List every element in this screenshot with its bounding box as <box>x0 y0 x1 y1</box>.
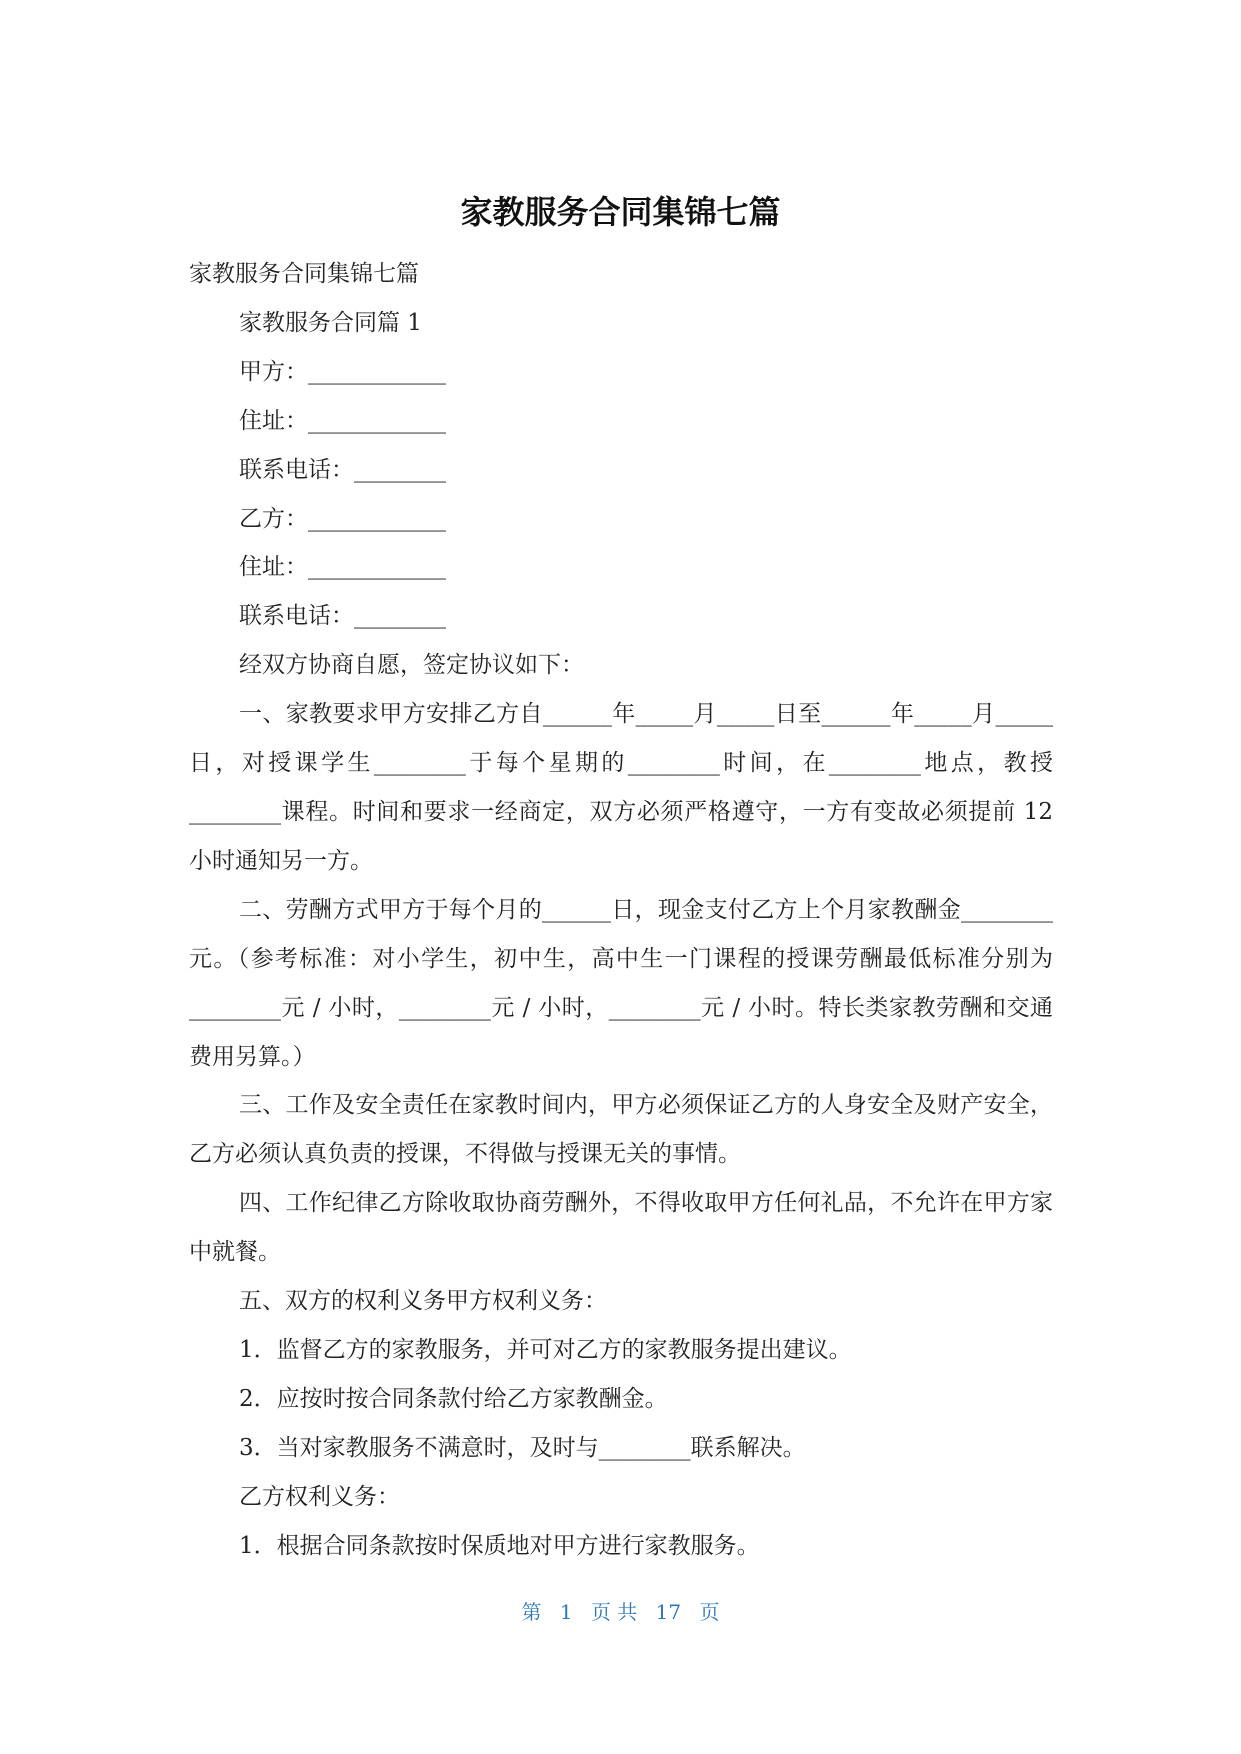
party-b-rights-heading: 乙方权利义务： <box>239 1483 400 1510</box>
footer-page-suffix: 页 <box>699 1600 720 1624</box>
footer-page-of: 页 共 <box>590 1600 638 1624</box>
footer-page-label: 第 <box>521 1600 542 1624</box>
party-a-right-item: 2．应按时按合同条款付给乙方家教酬金。 <box>239 1385 668 1412</box>
party-a-right-item: 1．监督乙方的家教服务，并可对乙方的家教服务提出建议。 <box>239 1336 852 1363</box>
party-b-phone-field: 联系电话：________ <box>239 603 446 630</box>
clause-4-paragraph: 四、工作纪律乙方除收取协商劳酬外，不得收取甲方任何礼品，不允许在甲方家中就餐。 <box>189 1190 1053 1266</box>
page-footer <box>0 1597 1241 1627</box>
party-b-right-item: 1．根据合同条款按时保质地对甲方进行家教服务。 <box>239 1532 760 1559</box>
clause-3-paragraph: 三、工作及安全责任在家教时间内，甲方必须保证乙方的人身安全及财产安全，乙方必须认真负责的授课，不得做与授课无关的事情。 <box>189 1092 1053 1168</box>
section-heading: 家教服务合同篇 1 <box>239 309 422 336</box>
document-body <box>189 250 1053 1570</box>
party-b-name-field: 乙方：____________ <box>239 505 446 532</box>
footer-page-number: 1 <box>559 1600 573 1624</box>
party-a-name-field: 甲方：____________ <box>239 358 446 385</box>
party-b-address-field: 住址：____________ <box>239 554 446 581</box>
party-a-phone-field: 联系电话：________ <box>239 456 446 483</box>
clause-1-paragraph: 一、家教要求甲方安排乙方自______年_____月_____日至______年_____月_____日，对授课学生________于每个星期的________时间，在________地点，教授________课程。时间和要求一经商定，双方必须严格遵守，一方有变故必须提前 12 小时通知另一方。 <box>189 701 1053 874</box>
agreement-intro: 经双方协商自愿，签定协议如下： <box>239 652 584 679</box>
document-title: 家教服务合同集锦七篇 <box>460 193 781 231</box>
clause-2-paragraph: 二、劳酬方式甲方于每个月的______日，现金支付乙方上个月家教酬金________元。（参考标准：对小学生，初中生，高中生一门课程的授课劳酬最低标准分别为________元 / 小时，________元 / 小时，________元 / 小时。特长类家教劳酬和交通费用另算。） <box>189 896 1053 1070</box>
party-a-address-field: 住址：____________ <box>239 407 446 434</box>
footer-total-pages: 17 <box>655 1600 682 1624</box>
party-a-right-item: 3．当对家教服务不满意时，及时与________联系解决。 <box>239 1434 806 1461</box>
clause-5-heading: 五、双方的权利义务甲方权利义务： <box>239 1288 607 1315</box>
document-subtitle: 家教服务合同集锦七篇 <box>189 261 419 287</box>
